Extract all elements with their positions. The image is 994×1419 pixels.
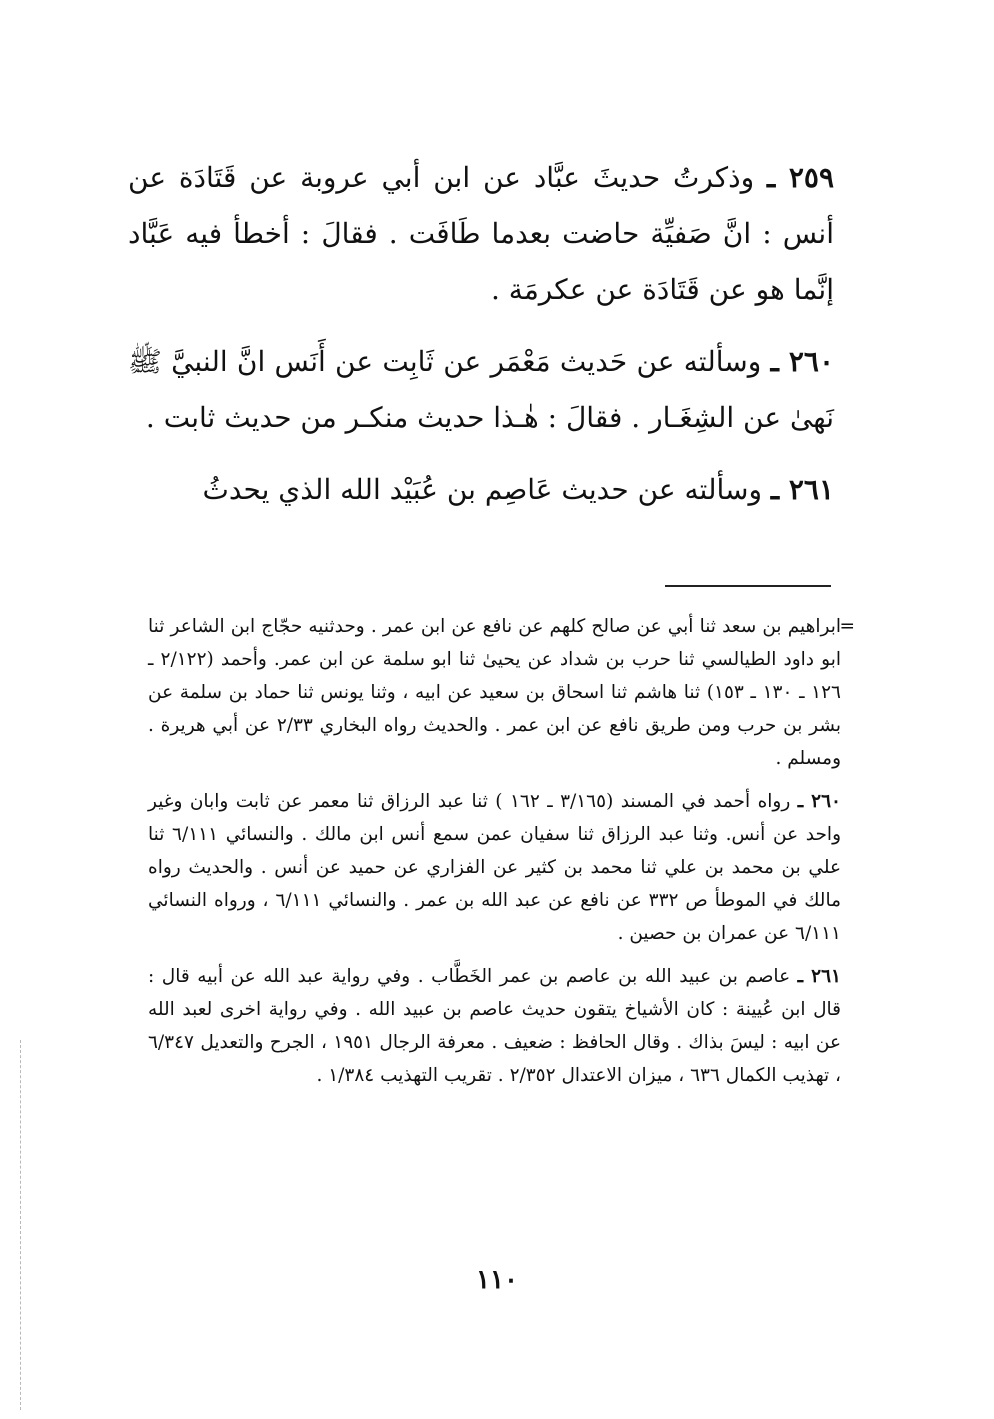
footnote-text: عاصم بن عبيد الله بن عاصم بن عمر الخَطَّاب . وفي رواية عبد الله عن أبيه قال : قال ابن عُيينة : كان الأشياخ يتقون حديث عاصم بن عبيد الله . وفي رواية اخرى لعبد الله عن ابيه : ليسَ بذاك . وقال الحافظ : ضعيف . معرفة الرجال ١٩٥١ ، الجرح والتعديل ٦/٣٤٧ ، تهذيب الكمال ٦٣٦ ، ميزان الاعتدال ٢/٣٥٢ . تقريب التهذيب ١/٣٨٤ . bbox=[148, 966, 842, 1086]
continuation-marker: = bbox=[839, 616, 855, 637]
entry-261 bbox=[128, 462, 834, 518]
footnote-text: ابراهيم بن سعد ثنا أبي عن صالح كلهم عن نافع عن ابن عمر . وحدثنيه حجّاج ابن الشاعر ثنا ابو داود الطيالسي ثنا حرب بن شداد عن يحيىٰ ثنا ابو سلمة عن ابن عمر. وأحمد (٢/١٢٢ ـ ١٢٦ ـ ١٣٠ ـ ١٥٣) ثنا هاشم ثنا اسحاق بن سعيد عن ابيه ، وثنا يونس ثنا حماد بن سلمة عن بشر بن حرب ومن طريق نافع عن ابن عمر . والحديث رواه البخاري ٢/٣٣ عن أبي هريرة . ومسلم . bbox=[148, 616, 841, 769]
entry-text: وسألته عن حديث عَاصِم بن عُبَيْد الله الذي يحدثُ bbox=[202, 473, 763, 506]
entry-text: وسألته عن حَديث مَعْمَر عن ثَابِت عن أَنَس انَّ النبيَّ ﷺ نَهىٰ عن الشِغَـار . فقالَ : هٰـذا حديث منكـر من حديث ثابت . bbox=[128, 345, 834, 434]
entry-number: ٢٦١ ـ bbox=[770, 473, 834, 506]
entry-number: ٢٦٠ ـ bbox=[770, 345, 835, 378]
footnote-number: ٢٦١ ـ bbox=[797, 966, 841, 987]
main-text-block bbox=[128, 150, 834, 534]
footnote-continued bbox=[148, 610, 855, 775]
footnote-260 bbox=[148, 785, 841, 950]
footnote-separator bbox=[665, 585, 831, 587]
scan-edge-mark bbox=[20, 1040, 21, 1410]
entry-259 bbox=[128, 150, 834, 318]
footnote-number: ٢٦٠ ـ bbox=[797, 791, 841, 812]
entry-number: ٢٥٩ ـ bbox=[766, 161, 834, 194]
entry-260 bbox=[128, 334, 834, 446]
footnote-261 bbox=[148, 960, 841, 1092]
entry-text: وذكرتُ حديثَ عبَّاد عن ابن أبي عروبة عن قَتَادَة عن أنس : انَّ صَفيِّة حاضت بعدما طَافَت . فقالَ : أخطأ فيه عَبَّاد إنَّما هو عن قَتَادَة عن عكرمَة . bbox=[128, 161, 834, 306]
footnotes-block bbox=[148, 610, 855, 1102]
page-number: ١١٠ bbox=[476, 1265, 518, 1295]
footnote-text: رواه أحمد في المسند (٣/١٦٥ ـ ١٦٢ ) ثنا عبد الرزاق ثنا معمر عن ثابت وابان وغير واحد عن أنس. وثنا عبد الرزاق ثنا سفيان عمن سمع أنس ابن مالك . والنسائي ٦/١١١ ثنا علي بن محمد بن علي ثنا محمد بن كثير عن الفزاري عن حميد عن أنس . والحديث رواه مالك في الموطأ ص ٣٣٢ عن نافع عن عبد الله بن عمر . والنسائي ٦/١١١ ، ورواه النسائي ٦/١١١ عن عمران بن حصين . bbox=[148, 791, 841, 944]
